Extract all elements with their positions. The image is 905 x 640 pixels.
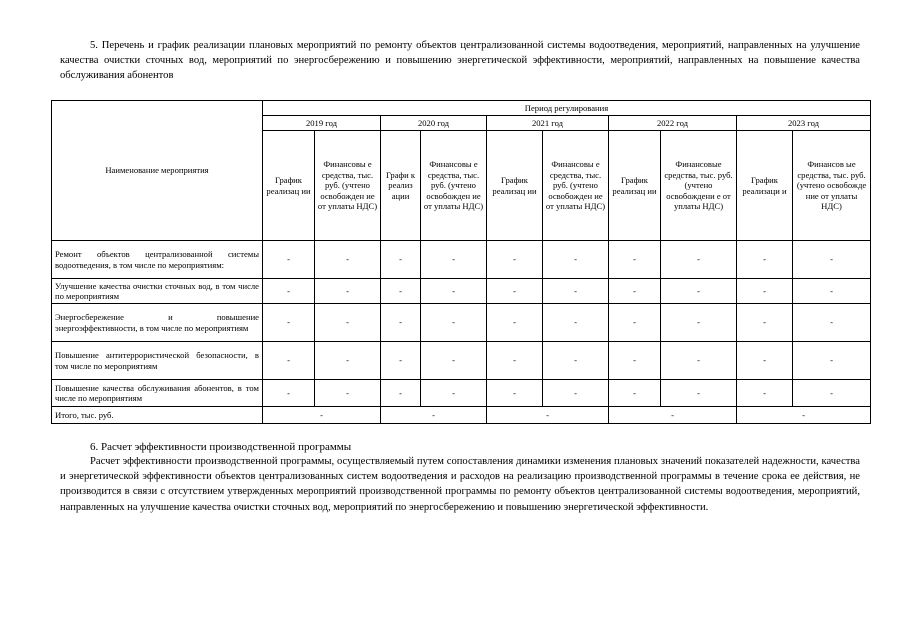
- section-6-body: [60, 454, 860, 515]
- section-6-heading: 6. Расчет эффективности производственной программы: [90, 441, 352, 453]
- section-6-text: Расчет эффективности производственной программы, осуществляемый путем сопоставления динамики изменения плановых значений показателей надежности, качества и энергетической эффективности объектов централизованных систем водоотведения и расходов на реализацию производственной программы в течение срока ее действия, не производится в связи с отсутствием утвержденных мероприятий производственной программы по ремонту объектов централизованной системы водоотведения, мероприятий, направленных на улучшение качества очистки сточных вод, мероприятий по энергосбережению и повышению энергетической эффективности.: [60, 456, 860, 513]
- total-cell: -: [737, 407, 871, 424]
- schedule-cell: -: [381, 279, 421, 304]
- row-name-text: Улучшение качества очистки сточных вод, в том числе по мероприятиям: [55, 280, 259, 301]
- events-schedule-table: [51, 100, 871, 424]
- finance-cell: -: [421, 380, 487, 407]
- finance-header: Финансовы е средства, тыс. руб. (учтено освобожден ие от уплаты НДС): [315, 131, 381, 241]
- schedule-cell: -: [737, 304, 793, 342]
- total-cell: -: [487, 407, 609, 424]
- total-label: Итого, тыс. руб.: [52, 407, 263, 424]
- finance-cell: -: [793, 241, 871, 279]
- finance-cell: -: [421, 342, 487, 380]
- schedule-cell: -: [487, 304, 543, 342]
- year-header: 2023 год: [737, 116, 871, 131]
- finance-header: Финансовы е средства, тыс. руб. (учтено освобожден ие от уплаты НДС): [421, 131, 487, 241]
- table-row: [52, 279, 871, 304]
- schedule-cell: -: [263, 380, 315, 407]
- row-name: [52, 380, 263, 407]
- table-row: [52, 304, 871, 342]
- row-name: [52, 241, 263, 279]
- finance-cell: -: [661, 279, 737, 304]
- finance-cell: -: [543, 279, 609, 304]
- finance-cell: -: [661, 304, 737, 342]
- finance-cell: -: [543, 342, 609, 380]
- schedule-cell: -: [609, 380, 661, 407]
- row-name: [52, 304, 263, 342]
- schedule-cell: -: [381, 241, 421, 279]
- schedule-cell: -: [609, 279, 661, 304]
- year-header: 2020 год: [381, 116, 487, 131]
- schedule-cell: -: [263, 304, 315, 342]
- table-row: [52, 342, 871, 380]
- finance-cell: -: [315, 380, 381, 407]
- finance-cell: -: [661, 241, 737, 279]
- row-name: [52, 342, 263, 380]
- schedule-cell: -: [381, 304, 421, 342]
- finance-header: Финансовые средства, тыс. руб. (учтено освобождени е от уплаты НДС): [661, 131, 737, 241]
- schedule-cell: -: [609, 241, 661, 279]
- schedule-cell: -: [737, 241, 793, 279]
- table-row: [52, 241, 871, 279]
- schedule-cell: -: [737, 342, 793, 380]
- row-name-text: Энергосбережение и повышение энергоэффективности, в том числе по мероприятиям: [55, 312, 259, 333]
- schedule-header: Графи к реализ ации: [381, 131, 421, 241]
- finance-cell: -: [543, 380, 609, 407]
- finance-cell: -: [421, 279, 487, 304]
- schedule-header: График реализаци и: [737, 131, 793, 241]
- finance-cell: -: [793, 279, 871, 304]
- section-5-heading: [60, 38, 860, 84]
- period-header: Период регулирования: [263, 101, 871, 116]
- schedule-cell: -: [487, 279, 543, 304]
- finance-header: Финансов ые средства, тыс. руб. (учтено освобожде ние от уплаты НДС): [793, 131, 871, 241]
- finance-cell: -: [315, 304, 381, 342]
- year-header: 2019 год: [263, 116, 381, 131]
- schedule-cell: -: [609, 304, 661, 342]
- year-header: 2021 год: [487, 116, 609, 131]
- finance-cell: -: [793, 304, 871, 342]
- total-cell: -: [609, 407, 737, 424]
- schedule-cell: -: [487, 342, 543, 380]
- total-cell: -: [263, 407, 381, 424]
- row-name: [52, 279, 263, 304]
- schedule-cell: -: [381, 342, 421, 380]
- finance-cell: -: [315, 241, 381, 279]
- schedule-cell: -: [263, 342, 315, 380]
- finance-cell: -: [315, 279, 381, 304]
- year-header: 2022 год: [609, 116, 737, 131]
- schedule-cell: -: [737, 380, 793, 407]
- row-name-text: Повышение антитеррористической безопасности, в том числе по мероприятиям: [55, 350, 259, 371]
- schedule-header: График реализац ии: [609, 131, 661, 241]
- finance-cell: -: [421, 304, 487, 342]
- row-name-text: Ремонт объектов централизованной системы водоотведения, в том числе по мероприятиям:: [55, 249, 259, 270]
- schedule-header: График реализац ии: [487, 131, 543, 241]
- schedule-cell: -: [609, 342, 661, 380]
- total-row: [52, 407, 871, 424]
- finance-cell: -: [315, 342, 381, 380]
- finance-header: Финансовы е средства, тыс. руб. (учтено освобожден ие от уплаты НДС): [543, 131, 609, 241]
- schedule-cell: -: [737, 279, 793, 304]
- schedule-cell: -: [263, 241, 315, 279]
- finance-cell: -: [793, 380, 871, 407]
- table-row: [52, 380, 871, 407]
- table-body: [52, 241, 871, 407]
- finance-cell: -: [793, 342, 871, 380]
- total-cell: -: [381, 407, 487, 424]
- schedule-cell: -: [487, 380, 543, 407]
- finance-cell: -: [421, 241, 487, 279]
- finance-cell: -: [543, 304, 609, 342]
- schedule-header: График реализац ии: [263, 131, 315, 241]
- finance-cell: -: [543, 241, 609, 279]
- schedule-cell: -: [487, 241, 543, 279]
- name-header: Наименование мероприятия: [52, 101, 263, 241]
- finance-cell: -: [661, 342, 737, 380]
- finance-cell: -: [661, 380, 737, 407]
- schedule-cell: -: [381, 380, 421, 407]
- row-name-text: Повышение качества обслуживания абонентов, в том числе по мероприятиям: [55, 382, 259, 403]
- section-5-text: 5. Перечень и график реализации плановых мероприятий по ремонту объектов централизованной системы водоотведения, мероприятий, направленных на улучшение качества очистки сточных вод, мероприятий по энергосбережению и повышению энергетической эффективности, мероприятий, направленных на повышение качества обслуживания абонентов: [60, 40, 860, 82]
- schedule-cell: -: [263, 279, 315, 304]
